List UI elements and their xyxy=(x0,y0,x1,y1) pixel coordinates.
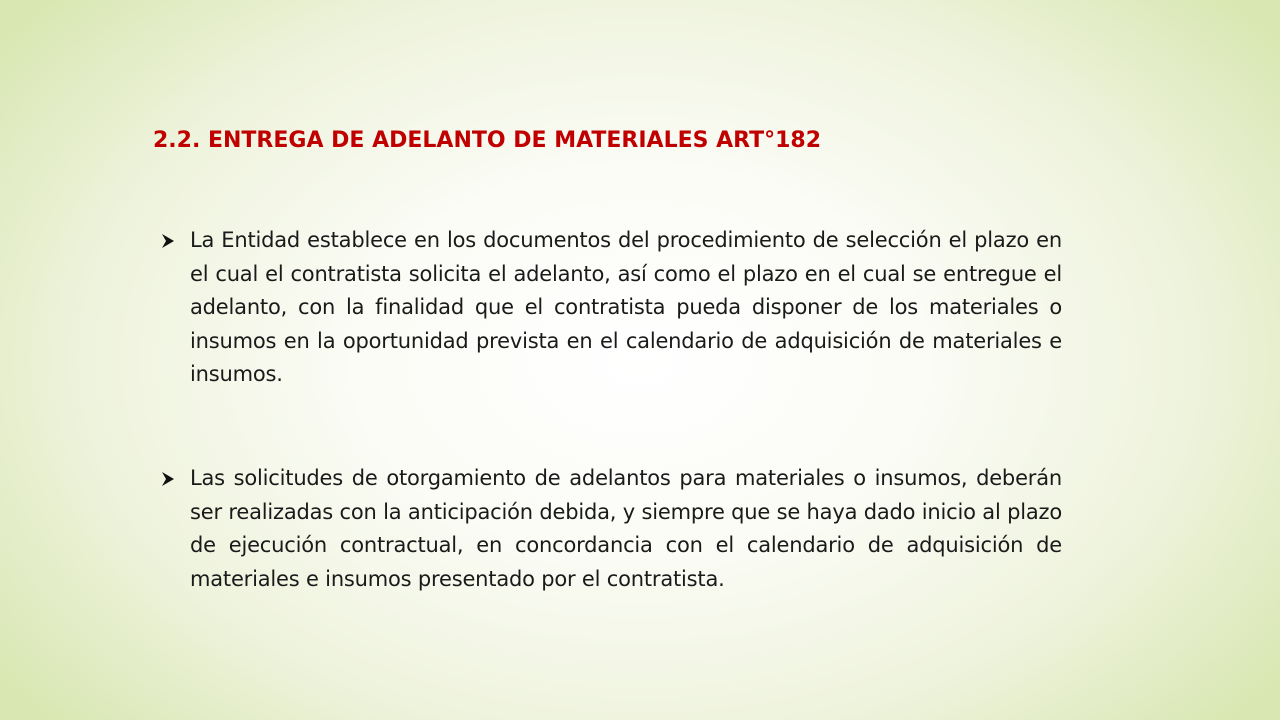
bullet-item xyxy=(160,462,1062,596)
arrow-bullet-icon xyxy=(160,462,190,495)
slide-title: 2.2. ENTREGA DE ADELANTO DE MATERIALES ART°182 xyxy=(153,128,822,153)
bullet-text: Las solicitudes de otorgamiento de adelantos para materiales o insumos, deberán ser realizadas con la anticipación debida, y siempre que se haya dado inicio al plazo de ejecución contractual, en concordancia con el calendario de adquisición de materiales e insumos presentado por el contratista. xyxy=(190,466,1062,591)
arrow-bullet-icon xyxy=(160,224,190,257)
bullet-item xyxy=(160,224,1062,392)
bullet-text: La Entidad establece en los documentos del procedimiento de selección el plazo en el cual el contratista solicita el adelanto, así como el plazo en el cual se entregue el adelanto, con la finalidad que el contratista pueda disponer de los materiales o insumos en la oportunidad prevista en el calendario de adquisición de materiales e insumos. xyxy=(190,228,1062,386)
